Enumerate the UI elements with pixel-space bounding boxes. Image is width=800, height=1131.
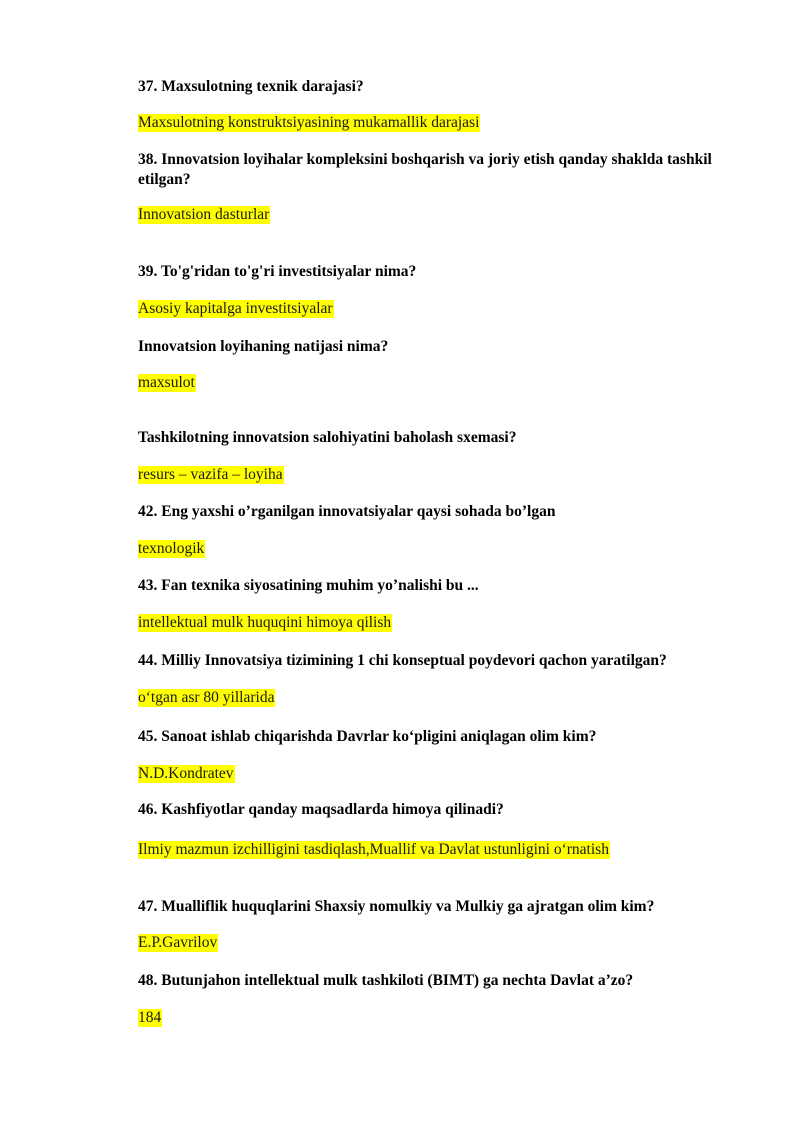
answer-highlight: Ilmiy mazmun izchilligini tasdiqlash,Muallif va Davlat ustunligini o‘rnatish (138, 841, 609, 858)
question-48: 48. Butunjahon intellektual mulk tashkiloti (BIMT) ga nechta Davlat a’zo? (138, 972, 634, 989)
question-46: 46. Kashfiyotlar qanday maqsadlarda himoya qilinadi? (138, 801, 504, 818)
answer-44 (138, 688, 758, 708)
answer-41 (138, 465, 758, 485)
question-44: 44. Milliy Innovatsiya tizimining 1 chi konseptual poydevori qachon yaratilgan? (138, 652, 667, 669)
answer-highlight: Innovatsion dasturlar (138, 206, 270, 223)
answer-highlight: Asosiy kapitalga investitsiyalar (138, 300, 333, 317)
answer-37 (138, 113, 758, 133)
answer-highlight: E.P.Gavrilov (138, 934, 218, 951)
answer-45 (138, 764, 758, 784)
answer-highlight: 184 (138, 1009, 162, 1026)
question-38: 38. Innovatsion loyihalar kompleksini boshqarish va joriy etish qanday shaklda tashkil etilgan? (138, 151, 712, 188)
answer-39 (138, 299, 758, 319)
answer-highlight: Maxsulotning konstruktsiyasining mukamallik darajasi (138, 114, 480, 131)
question-41: Tashkilotning innovatsion salohiyatini baholash sxemasi? (138, 429, 517, 446)
answer-48 (138, 1008, 758, 1028)
answer-highlight: maxsulot (138, 374, 195, 391)
answer-highlight: intellektual mulk huquqini himoya qilish (138, 614, 392, 631)
answer-40 (138, 373, 758, 393)
answer-highlight: resurs – vazifa – loyiha (138, 466, 283, 483)
question-45: 45. Sanoat ishlab chiqarishda Davrlar ko‘pligini aniqlagan olim kim? (138, 728, 597, 745)
answer-38 (138, 205, 758, 225)
answer-highlight: texnologik (138, 540, 205, 557)
question-40: Innovatsion loyihaning natijasi nima? (138, 338, 389, 355)
answer-highlight: N.D.Kondratev (138, 765, 234, 782)
question-47: 47. Mualliflik huquqlarini Shaxsiy nomulkiy va Mulkiy ga ajratgan olim kim? (138, 898, 655, 915)
question-42: 42. Eng yaxshi o’rganilgan innovatsiyalar qaysi sohada bo’lgan (138, 503, 556, 520)
answer-highlight: o‘tgan asr 80 yillarida (138, 689, 275, 706)
question-37: 37. Maxsulotning texnik darajasi? (138, 78, 364, 95)
answer-43 (138, 613, 758, 633)
answer-46 (138, 840, 758, 860)
answer-42 (138, 539, 758, 559)
question-39: 39. To'g'ridan to'g'ri investitsiyalar nima? (138, 263, 417, 280)
question-43: 43. Fan texnika siyosatining muhim yo’nalishi bu ... (138, 577, 479, 594)
answer-47 (138, 933, 758, 953)
